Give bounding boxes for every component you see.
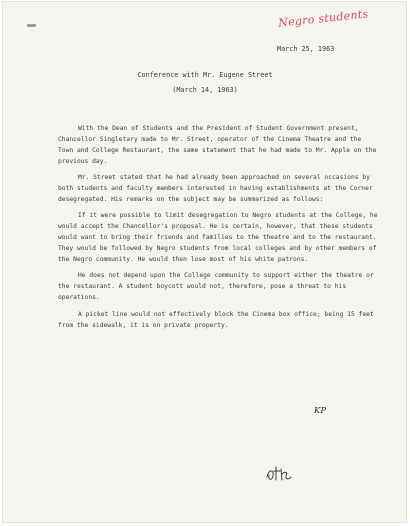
handwritten-initials: KP <box>314 406 327 416</box>
document-date: March 25, 1963 <box>277 45 335 53</box>
paragraph: Mr. Street stated that he had already been approached on several occasions by both students and faculty members interested in having establishments at the Corner desegregated. His remarks on the subject may be summarized as follows: <box>58 174 373 203</box>
handwritten-annotation: Negro students <box>277 7 370 30</box>
paragraph: If it were possible to limit desegregation to Negro students at the College, he would accept the Chancellor's proposal. He is certain, however, that these students would want to bring their friends and families to the theatre and to the restaurant. They would be followed by Negro students from local colleges and by other members of the Negro community. He would then lose most of his white patrons. <box>58 212 378 263</box>
paper-clip-mark <box>27 24 36 27</box>
document-title: Conference with Mr. Eugene Street <box>137 71 273 79</box>
document-body <box>58 124 378 337</box>
document-subtitle: (March 14, 1963) <box>172 86 238 94</box>
handwritten-signature <box>264 463 304 483</box>
paragraph: A picket line would not effectively block the Cinema box office; being 15 feet from the sidewalk, it is on private property. <box>58 310 374 329</box>
paragraph: With the Dean of Students and the President of Student Government present, Chancellor Singletary made to Mr. Street, operator of the Cinema Theatre and the Town and College Restaurant, the same statement that he had made to Mr. Apple on the previous day. <box>58 125 377 165</box>
paragraph: He does not depend upon the College community to support either the theatre or the restaurant. A student boycott would not, therefore, pose a threat to his operations. <box>58 272 374 302</box>
